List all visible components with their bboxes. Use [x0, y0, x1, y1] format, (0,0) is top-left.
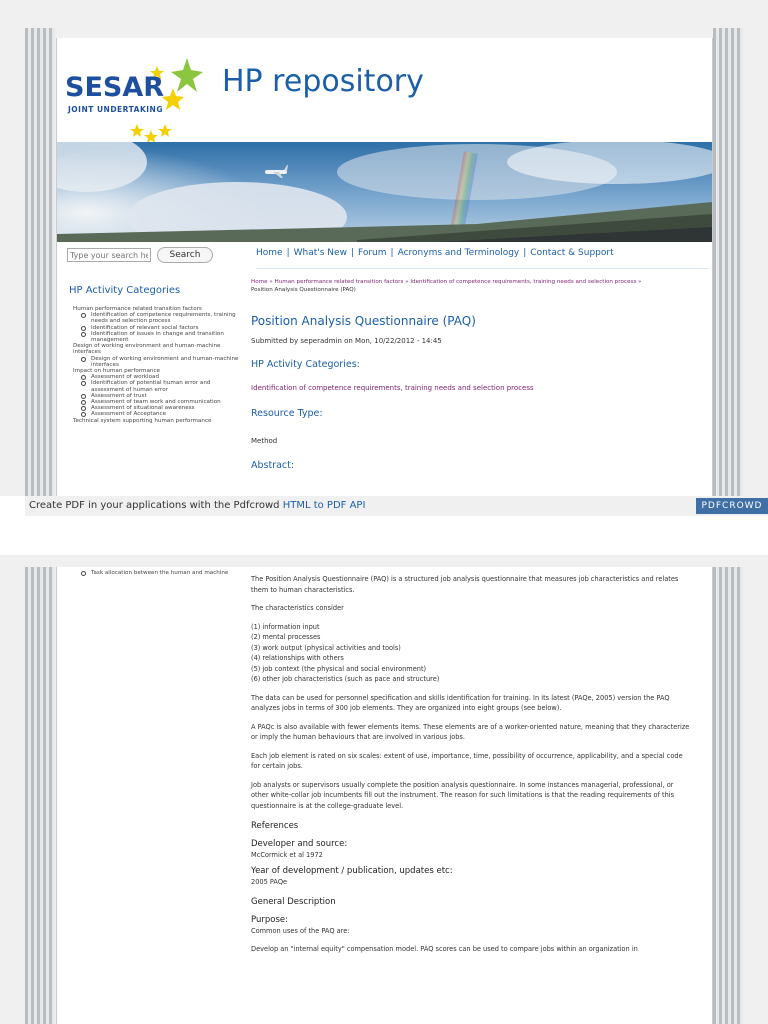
sidebar-category[interactable]: Technical system supporting human performance: [73, 417, 212, 424]
page-background-right: [713, 567, 743, 1024]
sidebar-item[interactable]: Identification of relevant social factors: [81, 325, 243, 331]
sidebar-item[interactable]: Identification of issues in change and transition management: [81, 331, 243, 343]
sidebar-item[interactable]: Assessment of situational awareness: [81, 405, 243, 411]
nav-separator: |: [286, 248, 290, 258]
sidebar-item[interactable]: Task allocation between the human and machine: [81, 570, 243, 576]
sidebar-continued: [73, 570, 243, 576]
breadcrumb-separator: »: [638, 279, 642, 285]
categories-value-link[interactable]: Identification of competence requirements, training needs and selection process: [251, 384, 534, 392]
sidebar-category[interactable]: Impact on human performance: [73, 368, 160, 375]
breadcrumb-current: Position Analysis Questionnaire (PAQ): [251, 287, 356, 293]
sidebar-item[interactable]: Assessment of Acceptance: [81, 411, 243, 417]
breadcrumb-link-competence[interactable]: Identification of competence requirements, training needs and selection process: [410, 279, 637, 285]
abstract-label: Abstract:: [251, 460, 295, 471]
list-item: (3) work output (physical activities and tools): [251, 643, 401, 652]
page-frame: [56, 567, 713, 1024]
abstract-paragraph: Each job element is rated on six scales: extent of use, importance, time, possibility of occurrence, applicability, and a special code for certain jobs.: [251, 751, 683, 770]
pdfcrowd-bar: [25, 496, 768, 516]
page-background-left: [25, 567, 55, 1024]
nav-separator: |: [390, 248, 394, 258]
list-item: (2) mental processes: [251, 633, 321, 641]
breadcrumb-separator: »: [405, 279, 409, 285]
logo-subtitle: JOINT UNDERTAKING: [68, 105, 163, 114]
list-item: (1) information input: [251, 622, 320, 631]
developer-value: McCormick et al 1972: [251, 851, 323, 859]
sidebar-item[interactable]: Assessment of workload: [81, 374, 243, 380]
search-input[interactable]: [67, 248, 151, 262]
sesar-logo[interactable]: [65, 58, 205, 148]
abstract-paragraph: Job analysts or supervisors usually complete the position analysis questionnaire. In some instances managerial, professional, or other white-collar job incumbents fill out the instrument. The reason for such limitations is that the reading requirements of this questionnaire is at the college-graduate level.: [251, 780, 675, 810]
nav-separator: |: [350, 248, 354, 258]
sidebar-category[interactable]: Design of working environment and human-machine interfaces: [73, 343, 221, 356]
nav-whats-new[interactable]: What's New: [293, 248, 347, 258]
sidebar-item[interactable]: Assessment of team work and communication: [81, 399, 243, 405]
pdfcrowd-link[interactable]: HTML to PDF API: [282, 500, 366, 511]
sidebar-item[interactable]: Identification of competence requirements, training needs and selection process: [81, 312, 243, 324]
breadcrumb-link-home[interactable]: Home: [251, 279, 268, 285]
nav-acronyms[interactable]: Acronyms and Terminology: [397, 248, 520, 258]
list-item: (6) other job characteristics (such as pace and structure): [251, 675, 440, 683]
pdfcrowd-text: [29, 500, 365, 511]
sidebar-item[interactable]: Identification of potential human error and assessment of human error: [81, 380, 243, 392]
sidebar-item[interactable]: Design of working environment and human-machine interfaces: [81, 356, 243, 368]
nav-forum[interactable]: Forum: [357, 248, 387, 258]
header-banner-image: [57, 142, 712, 242]
submitted-meta: Submitted by seperadmin on Mon, 10/22/2012 - 14:45: [251, 337, 442, 345]
year-value: 2005 PAQe: [251, 878, 288, 886]
breadcrumb-link-transition-factors[interactable]: Human performance related transition factors: [274, 279, 404, 285]
abstract-paragraph: The Position Analysis Questionnaire (PAQ) is a structured job analysis questionnaire that measures job characteristics and relates them to human characteristics.: [251, 575, 679, 594]
sidebar-category[interactable]: Human performance related transition factors: [73, 306, 202, 312]
nav-contact-support[interactable]: Contact & Support: [530, 248, 614, 258]
pdfcrowd-caption: Create PDF in your applications with the Pdfcrowd: [29, 500, 280, 511]
categories-label: HP Activity Categories:: [251, 359, 360, 370]
purpose-label: Purpose:: [251, 915, 288, 925]
sidebar-item[interactable]: Assessment of trust: [81, 393, 243, 399]
abstract-paragraph: A PAQc is also available with fewer elements items. These elements are of a worker-oriented nature, meaning that they characterize or imply the human behaviours that are involved in various jobs.: [251, 722, 690, 741]
resource-type-value: Method: [251, 437, 278, 445]
page-background-right: [713, 28, 743, 496]
main-nav: [256, 248, 708, 269]
breadcrumb-separator: »: [269, 279, 273, 285]
year-label: Year of development / publication, updates etc:: [251, 866, 453, 876]
references-heading: References: [251, 821, 299, 831]
general-description-heading: General Description: [251, 897, 336, 907]
search-button[interactable]: Search: [157, 247, 213, 263]
pdfcrowd-badge[interactable]: PDFCROWD: [696, 498, 768, 514]
list-item: (4) relationships with others: [251, 654, 344, 662]
page-background-left: [25, 28, 55, 496]
logo-wordmark: SESAR: [65, 72, 165, 103]
pdf-page-2: [0, 555, 768, 1024]
list-item: (5) job context (the physical and social environment): [251, 664, 427, 673]
article-body: [251, 574, 691, 963]
developer-label: Developer and source:: [251, 839, 348, 849]
purpose-paragraph: Develop an "internal equity" compensation model. PAQ scores can be used to compare jobs within an organization in: [251, 945, 638, 953]
characteristics-list: [251, 622, 691, 685]
resource-type-label: Resource Type:: [251, 408, 323, 419]
nav-home[interactable]: Home: [256, 248, 283, 258]
abstract-paragraph: The characteristics consider: [251, 604, 344, 612]
page-frame: [56, 38, 713, 496]
page-title: Position Analysis Questionnaire (PAQ): [251, 314, 476, 328]
breadcrumb: [251, 278, 706, 294]
sidebar-category-tree: [73, 306, 243, 424]
pdf-page-1: [0, 0, 768, 496]
abstract-paragraph: The data can be used for personnel specification and skills identification for training. In its latest (PAQe, 2005) version the PAQ analyzes jobs in terms of 300 job elements. They are organized into eight groups (see below).: [251, 693, 670, 712]
site-title[interactable]: HP repository: [222, 64, 424, 99]
sidebar-heading: HP Activity Categories: [69, 285, 181, 296]
nav-separator: |: [523, 248, 527, 258]
purpose-value: Common uses of the PAQ are:: [251, 927, 350, 935]
